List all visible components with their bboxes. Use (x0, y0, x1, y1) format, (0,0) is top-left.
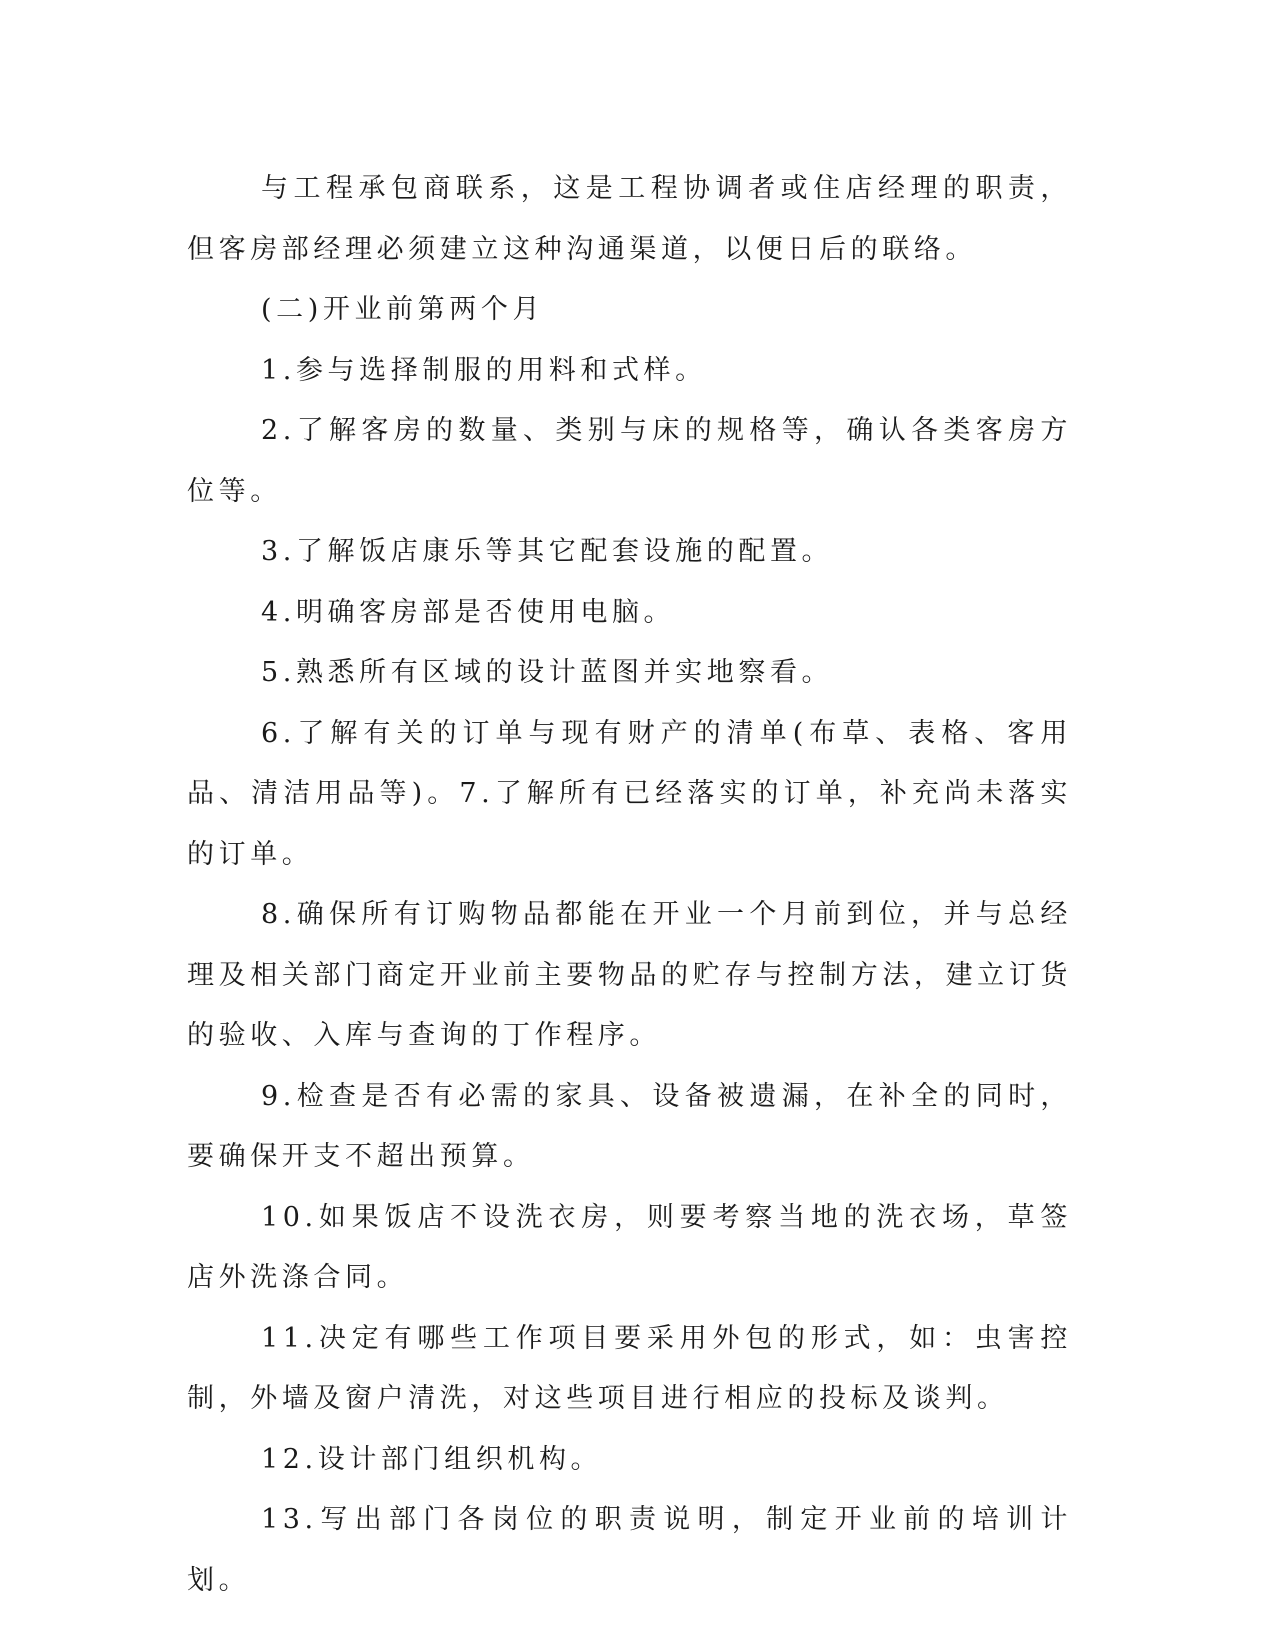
paragraph-engineering-contractor: 与工程承包商联系，这是工程协调者或住店经理的职责，但客房部经理必须建立这种沟通渠道，以便日后的联络。 (187, 173, 1072, 265)
list-item-11: 11.决定有哪些工作项目要采用外包的形式，如：虫害控制，外墙及窗户清洗，对这些项目进行相应的投标及谈判。 (187, 1322, 1072, 1414)
list-item-10: 10.如果饭店不设洗衣房，则要考察当地的洗衣场，草签店外洗涤合同。 (187, 1201, 1072, 1293)
list-item-9: 9.检查是否有必需的家具、设备被遗漏，在补全的同时，要确保开支不超出预算。 (187, 1080, 1072, 1172)
list-item-3: 3.了解饭店康乐等其它配套设施的配置。 (261, 536, 834, 567)
section-heading-second-month: (二)开业前第两个月 (261, 294, 545, 325)
list-item-1: 1.参与选择制服的用料和式样。 (261, 354, 707, 386)
list-item-4: 4.明确客房部是否使用电脑。 (261, 596, 676, 628)
list-item-13: 13.写出部门各岗位的职责说明，制定开业前的培训计划。 (187, 1504, 1072, 1596)
list-item-6-7: 6.了解有关的订单与现有财产的清单(布草、表格、客用品、清洁用品等)。7.了解所有已经落实的订单，补充尚未落实的订单。 (187, 717, 1072, 870)
list-item-12: 12.设计部门组织机构。 (261, 1443, 603, 1475)
document-body (187, 159, 1072, 1611)
list-item-8: 8.确保所有订购物品都能在开业一个月前到位，并与总经理及相关部门商定开业前主要物品的贮存与控制方法，建立订货的验收、入库与查询的丁作程序。 (187, 899, 1072, 1051)
list-item-5: 5.熟悉所有区域的设计蓝图并实地察看。 (261, 657, 834, 688)
list-item-2: 2.了解客房的数量、类别与床的规格等，确认各类客房方位等。 (187, 415, 1072, 507)
